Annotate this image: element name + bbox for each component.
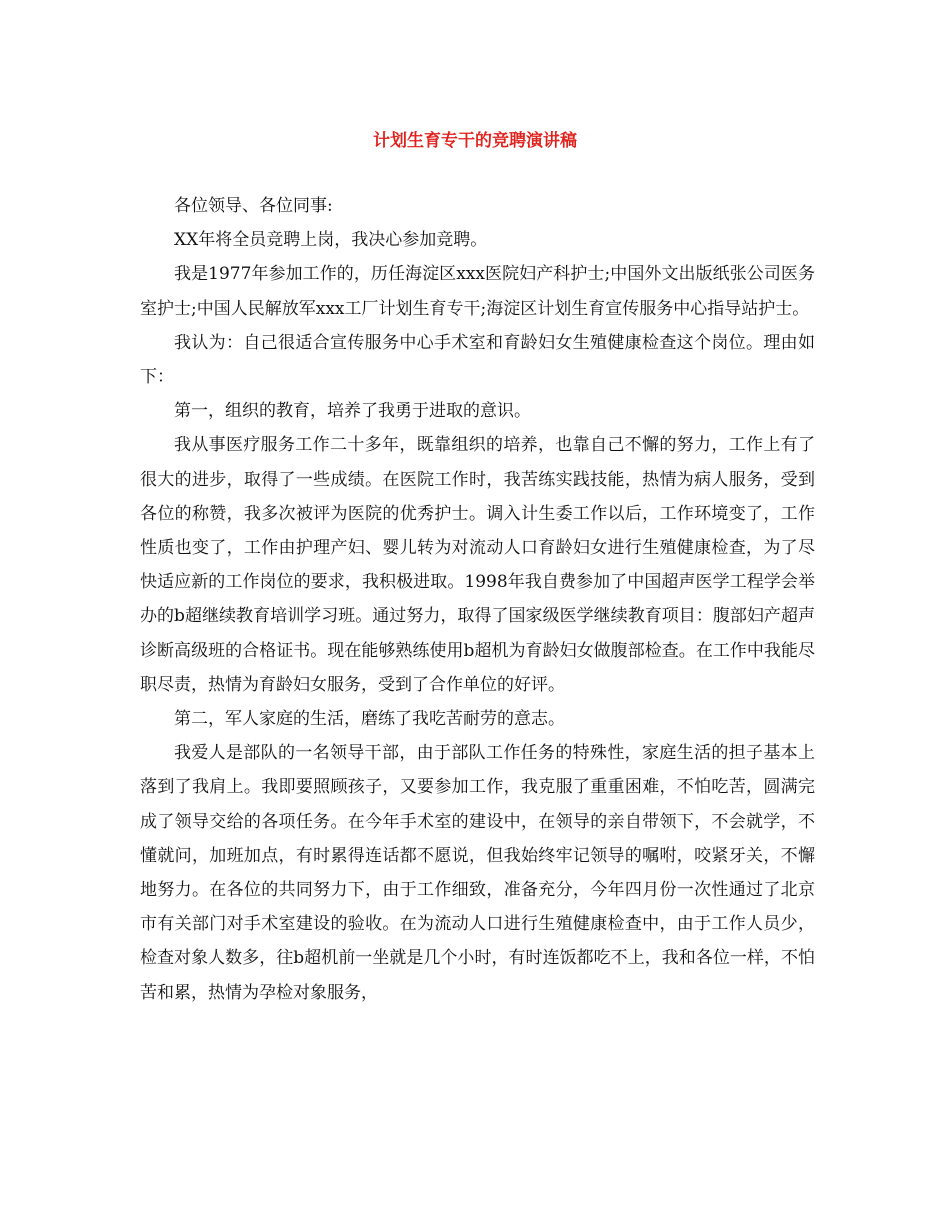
paragraph-salutation: 各位领导、各位同事: (174, 196, 333, 216)
paragraph-work-history: 我是1977年参加工作的，历任海淀区xxx医院妇产科护士;中国外文出版纸张公司医务室护士;中国人民解放军xxx工厂计划生育专干;海淀区计划生育宣传服务中心指导站护士。 (140, 264, 815, 319)
paragraph-reason-one-body: 我从事医疗服务工作二十多年，既靠组织的培养，也靠自己不懈的努力，工作上有了很大的进步，取得了一些成绩。在医院工作时，我苦练实践技能，热情为病人服务，受到各位的称赞，我多次被评为医院的优秀护士。调入计生委工作以后，工作环境变了，工作性质也变了，工作由护理产妇、婴儿转为对流动人口育龄妇女进行生殖健康检查，为了尽快适应新的工作岗位的要求，我积极进取。1998年我自费参加了中国超声医学工程学会举办的b超继续教育培训学习班。通过努力，取得了国家级医学继续教育项目：腹部妇产超声诊断高级班的合格证书。现在能够熟练使用b超机为育龄妇女做腹部检查。在工作中我能尽职尽责，热情为育龄妇女服务，受到了合作单位的好评。 (140, 435, 815, 695)
paragraph-reason-two-body: 我爱人是部队的一名领导干部，由于部队工作任务的特殊性，家庭生活的担子基本上落到了我肩上。我即要照顾孩子，又要参加工作，我克服了重重困难，不怕吃苦，圆满完成了领导交给的各项任务。在今年手术室的建设中，在领导的亲自带领下，不会就学，不懂就问，加班加点，有时累得连话都不愿说，但我始终牢记领导的嘱咐，咬紧牙关，不懈地努力。在各位的共同努力下，由于工作细致，准备充分，今年四月份一次性通过了北京市有关部门对手术室建设的验收。在为流动人口进行生殖健康检查中，由于工作人员少，检查对象人数多，往b超机前一坐就是几个小时，有时连饭都吃不上，我和各位一样，不怕苦和累，热情为孕检对象服务， (140, 743, 815, 1003)
paragraph-intent: XX年将全员竞聘上岗，我决心参加竞聘。 (174, 230, 488, 251)
paragraph-suitability: 我认为：自己很适合宣传服务中心手术室和育龄妇女生殖健康检查这个岗位。理由如下： (140, 332, 815, 388)
paragraph-reason-two-heading: 第二，军人家庭的生活，磨练了我吃苦耐劳的意志。 (174, 709, 565, 730)
document-title: 计划生育专干的竞聘演讲稿 (373, 131, 577, 151)
paragraph-reason-one-heading: 第一，组织的教育，培养了我勇于进取的意识。 (174, 401, 531, 422)
document-body (140, 189, 815, 1010)
